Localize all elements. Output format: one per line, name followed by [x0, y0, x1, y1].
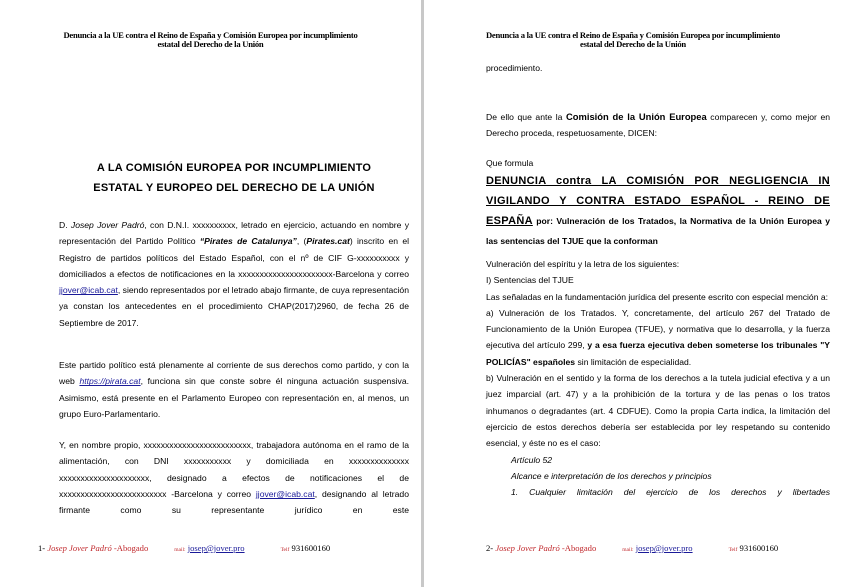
- page-number: 1-: [38, 543, 48, 553]
- footer-phone: 931600160: [291, 543, 331, 553]
- commission-name: Comisión de la Unión Europea: [566, 111, 707, 122]
- text: sin limitación de especialidad.: [575, 356, 692, 367]
- header-line-1: Denuncia a la UE contra el Reino de España y Comisión Europea por incumplimiento: [63, 30, 358, 40]
- tel-label: Telf: [728, 547, 738, 553]
- text: Y, en nombre propio, xxxxxxxxxxxxxxxxxxxxxxxxx, trabajadora autónoma en el ramo de la alimentación, con DNI xxxxxxxxxxx y domiciliada en xxxxxxxxxxxxxx xxxxxxxxxxxxxxxxxxxxx, designado a efectos de notificaciones el de xxxxxxxxxxxxxxxxxxxxxxxxx -Barcelona y correo: [59, 440, 409, 499]
- text: , (: [296, 236, 307, 247]
- email-link[interactable]: jjover@icab.cat: [255, 488, 315, 499]
- text: I) Sentencias del TJUE: [486, 275, 574, 286]
- document-title: [59, 158, 409, 198]
- emphasis-text: y a esa fuerza ejecutiva deben someterse los tribunales "Y POLICÍAS" españoles: [486, 340, 830, 367]
- mail-label: mail:: [174, 547, 186, 553]
- text: comparecen y, como mejor en Derecho proceda, respetuosamente, DICEN:: [486, 112, 830, 139]
- text: Vulneración del espíritu y la letra de los siguientes:: [486, 259, 680, 269]
- mail-label: mail:: [622, 547, 634, 553]
- title-line-2: ESTATAL Y EUROPEO DEL DERECHO DE LA UNIÓN: [93, 182, 375, 194]
- article-subtitle: Alcance e interpretación de los derechos y principios: [511, 470, 712, 481]
- text: ) inscrito en el Registro de partidos políticos del Estado Español, con el nº de CIF G-xxxxxxxxxx y domiciliados a efectos de notificaciones en la xxxxxxxxxxxxxxxxxxxxxx-Barcelona y correo: [59, 236, 410, 279]
- header-line-1: Denuncia a la UE contra el Reino de España y Comisión Europea por incumplimiento: [485, 30, 781, 40]
- page-footer: [486, 542, 778, 556]
- website-link[interactable]: https://pirata.cat: [79, 376, 141, 387]
- text: D.: [59, 220, 71, 230]
- continuation-text: [486, 60, 830, 76]
- text: Este partido político está plenamente al corriente de sus derechos como partido, y con la web: [59, 360, 409, 387]
- header-line-2: estatal del Derecho de la Unión: [580, 39, 686, 50]
- lawyer-name: Josep Jover Padró: [70, 220, 145, 230]
- denuncia-title: DENUNCIA contra LA COMISIÓN POR NEGLIGENCIA IN VIGILANDO Y CONTRA ESTADO ESPAÑOL - REINO DE ESPAÑA: [486, 175, 830, 227]
- page-header: [424, 31, 842, 50]
- footer-name: Josep Jover Padró: [47, 543, 112, 553]
- email-link[interactable]: jjover@icab.cat: [59, 285, 118, 296]
- page-number: 2-: [486, 543, 496, 553]
- paragraph-own-name: [59, 437, 409, 518]
- header-line-2: estatal del Derecho de la Unión: [157, 39, 264, 50]
- text: b) Vulneración en el sentido y la forma de los derechos a la tutela judicial efectiva y a un juez imparcial (art. 47) y a la prohibición de la tortura y de las penas o los tratos inhumanos o degradantes (art. 4 CDFUE). Como la propia Carta indica, la limitación del ejercicio de estos derechos debería ser establecida por ley respetando su contenido esencial, y éste no es el caso:: [486, 373, 830, 449]
- tel-label: Telf: [280, 547, 290, 553]
- text: Que formula: [486, 158, 534, 168]
- text: , designando al letrado firmante como su representante jurídico en este: [59, 488, 409, 516]
- document-page-2: [424, 0, 842, 587]
- text: , siendo representados por el letrado abajo firmante, de cuya representación ya constan los antecedentes en el procedimiento CHAP(2017)2960, de fecha 26 de Septiembre de 2017.: [59, 285, 409, 328]
- footer-role: -Abogado: [559, 543, 597, 553]
- footer-role: -Abogado: [111, 543, 149, 553]
- article-title: Artículo 52: [511, 454, 553, 465]
- title-line-1: A LA COMISIÓN EUROPEA POR INCUMPLIMIENTO: [96, 162, 372, 174]
- paragraph-party: [59, 357, 409, 422]
- page-footer: [38, 542, 330, 556]
- text: Las señaladas en la fundamentación jurídica del presente escrito con especial mención a:: [486, 291, 829, 302]
- que-formula: [486, 156, 830, 171]
- article-clause: 1. Cualquier limitación del ejercicio de los derechos y libertades: [511, 487, 830, 498]
- text: por:: [532, 216, 557, 226]
- footer-email-link[interactable]: josep@jover.pro: [187, 543, 245, 553]
- footer-email-link[interactable]: josep@jover.pro: [635, 543, 693, 553]
- paragraph-dicen: [486, 109, 830, 142]
- text: , funciona sin que conste sobre él ninguna actuación suspensiva. Asimismo, está presente en el Parlamento Europeo con representación en, al menos, un grupo Euro-Parlamentario.: [59, 376, 410, 419]
- text: De ello que ante la: [486, 112, 566, 122]
- text: , con D.N.I. xxxxxxxxxx, letrado en ejercicio, actuando en nombre y representación del Partido Político: [59, 220, 409, 247]
- text: a) Vulneración de los Tratados. Y, concretamente, del artículo 267 del Tratado de Funcionamiento de la Unión Europea (TFUE), y normativa que lo desarrolla, y la fuerza ejecutiva del artículo 299,: [486, 307, 830, 351]
- footer-phone: 931600160: [739, 543, 779, 553]
- denuncia-grounds: Vulneración de los Tratados, la Normativa de la Unión Europea y las sentencias del TJUE que la conforman: [486, 216, 830, 246]
- party-short-name: Pirates.cat: [306, 236, 350, 247]
- footer-name: Josep Jover Padró: [495, 543, 560, 553]
- paragraph-vulneracion: [486, 256, 830, 500]
- paragraph-representation: [59, 217, 409, 331]
- text: procedimiento.: [486, 63, 543, 73]
- party-name: “Pirates de Catalunya”: [199, 236, 297, 247]
- page-header: [0, 31, 421, 50]
- denuncia-statement: [486, 171, 830, 251]
